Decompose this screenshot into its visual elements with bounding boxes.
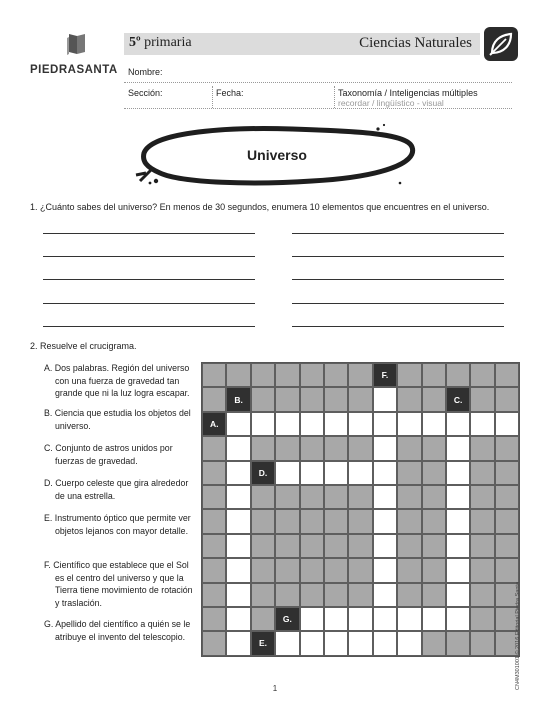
crossword-blocked-cell xyxy=(300,509,324,533)
crossword-blocked-cell xyxy=(422,387,446,411)
crossword-blocked-cell xyxy=(348,485,372,509)
crossword-answer-cell[interactable] xyxy=(348,607,372,631)
crossword-answer-cell[interactable] xyxy=(226,534,250,558)
crossword-clue-number: D. xyxy=(251,461,275,485)
clue-letter: E. xyxy=(44,513,53,523)
clue-e xyxy=(44,512,199,537)
crossword-answer-cell[interactable] xyxy=(300,412,324,436)
crossword-blocked-cell xyxy=(397,363,421,387)
crossword-blocked-cell xyxy=(422,558,446,582)
crossword-blocked-cell xyxy=(324,509,348,533)
crossword-blocked-cell xyxy=(495,509,519,533)
crossword-blocked-cell xyxy=(202,387,226,411)
section-label: Sección: xyxy=(128,88,163,98)
crossword-blocked-cell xyxy=(251,387,275,411)
crossword-answer-cell[interactable] xyxy=(226,412,250,436)
crossword-blocked-cell xyxy=(397,534,421,558)
crossword-blocked-cell xyxy=(422,631,446,655)
crossword-answer-cell[interactable] xyxy=(373,558,397,582)
crossword-blocked-cell xyxy=(202,558,226,582)
crossword-blocked-cell xyxy=(324,558,348,582)
crossword-answer-cell[interactable] xyxy=(226,436,250,460)
crossword-answer-cell[interactable] xyxy=(373,583,397,607)
clue-letter: D. xyxy=(44,478,53,488)
divider xyxy=(212,86,213,108)
crossword-blocked-cell xyxy=(202,509,226,533)
crossword-blocked-cell xyxy=(348,583,372,607)
crossword-answer-cell[interactable] xyxy=(275,631,299,655)
publisher-name: PIEDRASANTA xyxy=(30,64,118,76)
copyright-code: CN4M301001 © 2016 Editorial Piedra Santa xyxy=(515,581,521,690)
side-code xyxy=(515,560,529,690)
crossword-blocked-cell xyxy=(397,485,421,509)
date-label: Fecha: xyxy=(216,88,244,98)
crossword-blocked-cell xyxy=(251,558,275,582)
clue-c xyxy=(44,442,199,467)
crossword-answer-cell[interactable] xyxy=(446,534,470,558)
crossword-blocked-cell xyxy=(202,534,226,558)
crossword-answer-cell[interactable] xyxy=(495,412,519,436)
crossword-blocked-cell xyxy=(495,387,519,411)
crossword-answer-cell[interactable] xyxy=(397,607,421,631)
clue-text: Cuerpo celeste que gira alrededor de una estrella. xyxy=(55,478,189,501)
crossword-clue-number: C. xyxy=(446,387,470,411)
crossword-answer-cell[interactable] xyxy=(373,607,397,631)
taxonomy-sublabel: recordar / lingüístico - visual xyxy=(338,98,444,108)
leaf-icon xyxy=(484,27,518,61)
crossword-answer-cell[interactable] xyxy=(348,412,372,436)
crossword-blocked-cell xyxy=(300,363,324,387)
clue-letter: C. xyxy=(44,443,53,453)
crossword-blocked-cell xyxy=(422,583,446,607)
crossword-answer-cell[interactable] xyxy=(373,436,397,460)
crossword-blocked-cell xyxy=(324,583,348,607)
crossword-blocked-cell xyxy=(397,558,421,582)
crossword-blocked-cell xyxy=(275,583,299,607)
crossword-grid xyxy=(201,362,520,657)
crossword-answer-cell[interactable] xyxy=(300,461,324,485)
divider xyxy=(334,86,335,108)
crossword-blocked-cell xyxy=(348,363,372,387)
crossword-blocked-cell xyxy=(202,631,226,655)
name-row[interactable] xyxy=(124,64,512,83)
section-row xyxy=(124,86,512,109)
crossword-blocked-cell xyxy=(275,436,299,460)
crossword-answer-cell[interactable] xyxy=(324,631,348,655)
clue-text: Instrumento óptico que permite ver objetos lejanos con mayor detalle. xyxy=(54,513,191,536)
crossword-blocked-cell xyxy=(348,509,372,533)
clue-letter: B. xyxy=(44,408,53,418)
crossword-answer-cell[interactable] xyxy=(373,461,397,485)
answer-line[interactable] xyxy=(43,303,255,304)
crossword-answer-cell[interactable] xyxy=(348,631,372,655)
crossword-clue-number: A. xyxy=(202,412,226,436)
crossword-blocked-cell xyxy=(202,436,226,460)
crossword-answer-cell[interactable] xyxy=(300,607,324,631)
crossword-blocked-cell xyxy=(251,485,275,509)
crossword-answer-cell[interactable] xyxy=(446,607,470,631)
crossword-clue-number: F. xyxy=(373,363,397,387)
clue-b xyxy=(44,407,199,432)
clue-text: Dos palabras. Región del universo con una fuerza de gravedad tan grande que ni la luz logra escapar. xyxy=(54,363,190,398)
crossword-blocked-cell xyxy=(275,485,299,509)
clue-letter: A. xyxy=(44,363,53,373)
crossword-blocked-cell xyxy=(446,363,470,387)
crossword-answer-cell[interactable] xyxy=(300,631,324,655)
crossword-blocked-cell xyxy=(422,436,446,460)
crossword-blocked-cell xyxy=(397,509,421,533)
crossword-blocked-cell xyxy=(470,607,494,631)
crossword-blocked-cell xyxy=(495,534,519,558)
crossword-blocked-cell xyxy=(300,558,324,582)
clue-text: Apellido del científico a quién se le atribuye el invento del telescopio. xyxy=(55,619,191,642)
crossword-blocked-cell xyxy=(275,534,299,558)
crossword-answer-cell[interactable] xyxy=(324,461,348,485)
crossword-blocked-cell xyxy=(251,607,275,631)
crossword-blocked-cell xyxy=(300,534,324,558)
crossword-blocked-cell xyxy=(251,436,275,460)
crossword-blocked-cell xyxy=(422,509,446,533)
clue-text: Conjunto de astros unidos por fuerzas de gravedad. xyxy=(55,443,173,466)
crossword-blocked-cell xyxy=(348,387,372,411)
title-banner xyxy=(132,123,422,193)
crossword-blocked-cell xyxy=(202,485,226,509)
page-number: 1 xyxy=(272,684,278,693)
clue-letter: G. xyxy=(44,619,54,629)
crossword-blocked-cell xyxy=(495,485,519,509)
crossword-blocked-cell xyxy=(275,363,299,387)
crossword-blocked-cell xyxy=(470,387,494,411)
crossword-blocked-cell xyxy=(348,436,372,460)
crossword-blocked-cell xyxy=(202,461,226,485)
crossword-clue-number: E. xyxy=(251,631,275,655)
crossword-blocked-cell xyxy=(470,631,494,655)
grade-number: 5º xyxy=(129,35,141,50)
crossword-answer-cell[interactable] xyxy=(446,558,470,582)
crossword-blocked-cell xyxy=(470,534,494,558)
clue-a xyxy=(44,362,199,400)
crossword-answer-cell[interactable] xyxy=(446,509,470,533)
crossword-answer-cell[interactable] xyxy=(373,485,397,509)
crossword-blocked-cell xyxy=(275,558,299,582)
crossword-blocked-cell xyxy=(422,363,446,387)
answer-line[interactable] xyxy=(43,279,255,280)
crossword-blocked-cell xyxy=(397,583,421,607)
crossword-blocked-cell xyxy=(226,363,250,387)
crossword-blocked-cell xyxy=(470,485,494,509)
header-bar xyxy=(124,33,480,55)
crossword-answer-cell[interactable] xyxy=(226,461,250,485)
crossword-blocked-cell xyxy=(251,534,275,558)
crossword-answer-cell[interactable] xyxy=(275,412,299,436)
name-label: Nombre: xyxy=(128,67,163,77)
crossword-blocked-cell xyxy=(251,363,275,387)
crossword-answer-cell[interactable] xyxy=(422,607,446,631)
answer-line[interactable] xyxy=(292,326,504,327)
clue-text: Ciencia que estudia los objetos del universo. xyxy=(54,408,191,431)
crossword-answer-cell[interactable] xyxy=(446,436,470,460)
crossword-answer-cell[interactable] xyxy=(446,461,470,485)
taxonomy-label: Taxonomía / Inteligencias múltiples xyxy=(338,88,478,98)
crossword-answer-cell[interactable] xyxy=(397,631,421,655)
crossword-blocked-cell xyxy=(422,485,446,509)
crossword-blocked-cell xyxy=(251,509,275,533)
crossword-blocked-cell xyxy=(300,387,324,411)
grade-label xyxy=(129,35,192,51)
crossword-answer-cell[interactable] xyxy=(373,631,397,655)
answer-line[interactable] xyxy=(292,279,504,280)
crossword-blocked-cell xyxy=(275,387,299,411)
book-icon xyxy=(66,32,88,56)
clue-letter: F. xyxy=(44,560,51,570)
crossword-blocked-cell xyxy=(348,558,372,582)
crossword-blocked-cell xyxy=(324,485,348,509)
answer-line[interactable] xyxy=(292,256,504,257)
crossword-clue-number: B. xyxy=(226,387,250,411)
publisher-logo xyxy=(30,30,125,80)
crossword-answer-cell[interactable] xyxy=(324,607,348,631)
crossword-blocked-cell xyxy=(202,363,226,387)
crossword-answer-cell[interactable] xyxy=(446,485,470,509)
clue-text: Científico que establece que el Sol es el centro del universo y que la Tierra tiene movimiento de rotación y traslación. xyxy=(53,560,193,608)
crossword-blocked-cell xyxy=(495,461,519,485)
crossword-clue-number: G. xyxy=(275,607,299,631)
answer-line[interactable] xyxy=(292,303,504,304)
crossword-blocked-cell xyxy=(251,583,275,607)
crossword-answer-cell[interactable] xyxy=(470,412,494,436)
crossword-answer-cell[interactable] xyxy=(422,412,446,436)
question-1: 1. ¿Cuánto sabes del universo? En menos de 30 segundos, enumera 10 elementos que encuentres en el universo. xyxy=(30,202,490,212)
crossword-blocked-cell xyxy=(397,436,421,460)
crossword-answer-cell[interactable] xyxy=(373,387,397,411)
crossword-blocked-cell xyxy=(275,509,299,533)
crossword-blocked-cell xyxy=(470,509,494,533)
crossword-answer-cell[interactable] xyxy=(446,412,470,436)
clue-f xyxy=(44,559,199,609)
crossword-answer-cell[interactable] xyxy=(373,412,397,436)
answer-line[interactable] xyxy=(43,326,255,327)
crossword-blocked-cell xyxy=(422,461,446,485)
crossword-blocked-cell xyxy=(446,631,470,655)
crossword-answer-cell[interactable] xyxy=(226,583,250,607)
crossword-answer-cell[interactable] xyxy=(226,631,250,655)
crossword-blocked-cell xyxy=(324,363,348,387)
crossword-blocked-cell xyxy=(470,461,494,485)
subject-title: Ciencias Naturales xyxy=(359,35,472,51)
clue-d xyxy=(44,477,199,502)
question-2: 2. Resuelve el crucigrama. xyxy=(30,341,137,351)
crossword-blocked-cell xyxy=(495,363,519,387)
crossword-answer-cell[interactable] xyxy=(446,583,470,607)
crossword-answer-cell[interactable] xyxy=(226,558,250,582)
answer-line[interactable] xyxy=(43,256,255,257)
crossword-blocked-cell xyxy=(470,363,494,387)
crossword-blocked-cell xyxy=(324,534,348,558)
crossword-blocked-cell xyxy=(470,558,494,582)
crossword-answer-cell[interactable] xyxy=(373,509,397,533)
crossword-answer-cell[interactable] xyxy=(348,461,372,485)
crossword-answer-cell[interactable] xyxy=(226,509,250,533)
crossword-answer-cell[interactable] xyxy=(226,607,250,631)
crossword-blocked-cell xyxy=(300,583,324,607)
crossword-answer-cell[interactable] xyxy=(226,485,250,509)
crossword-blocked-cell xyxy=(470,436,494,460)
crossword-blocked-cell xyxy=(300,485,324,509)
crossword-answer-cell[interactable] xyxy=(373,534,397,558)
crossword-blocked-cell xyxy=(202,607,226,631)
crossword-blocked-cell xyxy=(300,436,324,460)
crossword-blocked-cell xyxy=(348,534,372,558)
crossword-blocked-cell xyxy=(324,436,348,460)
crossword-answer-cell[interactable] xyxy=(275,461,299,485)
crossword-answer-cell[interactable] xyxy=(397,412,421,436)
crossword-blocked-cell xyxy=(495,436,519,460)
clue-g xyxy=(44,618,199,643)
answer-line[interactable] xyxy=(292,233,504,234)
crossword-answer-cell[interactable] xyxy=(251,412,275,436)
crossword-blocked-cell xyxy=(202,583,226,607)
worksheet-title: Universo xyxy=(247,147,307,163)
grade-level: primaria xyxy=(144,35,192,50)
crossword-blocked-cell xyxy=(324,387,348,411)
crossword-blocked-cell xyxy=(422,534,446,558)
answer-line[interactable] xyxy=(43,233,255,234)
crossword-blocked-cell xyxy=(397,461,421,485)
crossword-blocked-cell xyxy=(397,387,421,411)
crossword-answer-cell[interactable] xyxy=(324,412,348,436)
crossword-blocked-cell xyxy=(470,583,494,607)
